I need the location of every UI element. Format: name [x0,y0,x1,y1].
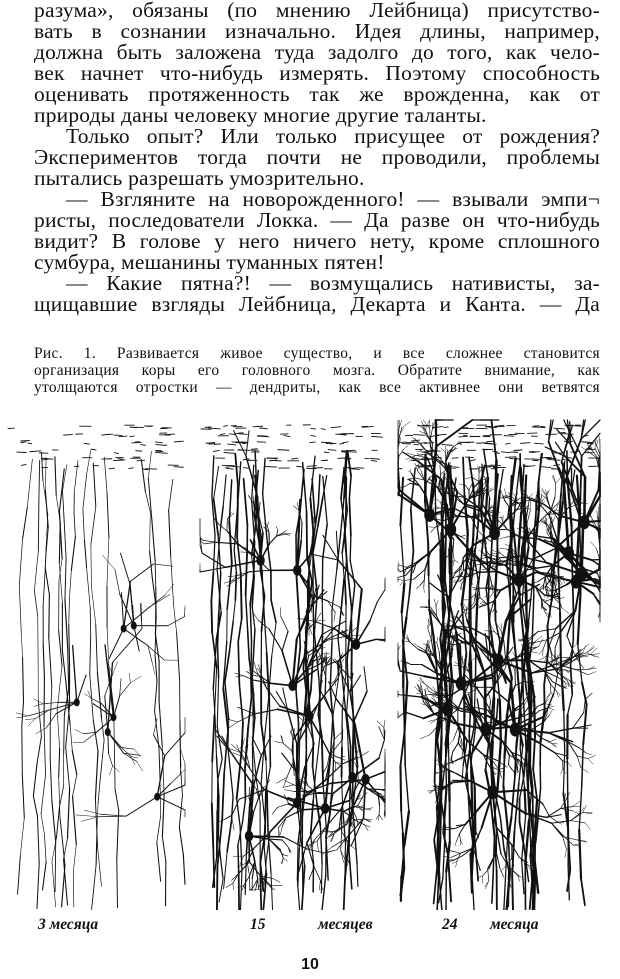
panel-label-24-word: месяца [490,916,539,933]
text-line: видит? В голове у него ничего нету, кроме сплошного [34,229,600,253]
neuron-illustration [0,410,620,910]
text-line: Экспериментов тогда почти не проводили, проблемы [34,145,600,169]
text-line: вать в сознании изначально. Идея длины, например, [34,19,600,43]
body-text [34,0,600,315]
figure-caption [34,345,600,396]
panel-label-15-word: месяцев [318,916,373,933]
panel-label-15-number: 15 [250,916,266,933]
text-line: разума», обязаны (по мнению Лейбница) присутство- [34,0,600,22]
caption-line: Рис. 1. Развивается живое существо, и все сложнее становится [34,345,600,362]
page-number: 10 [301,956,319,973]
text-line: должна быть заложена туда задолго до того, как чело- [34,40,600,64]
text-line: — Взгляните на новорожденного! — взывали эмпи¬ [66,187,600,211]
text-line: сумбура, мешанины туманных пятен! [34,250,385,274]
text-line: щищавшие взгляды Лейбница, Декарта и Канта. — Да [34,292,600,316]
neuron-panel-15-months [200,425,385,910]
neuron-panel-3-months [8,425,185,909]
neuron-panel-24-months [398,420,600,910]
caption-line: организация коры его головного мозга. Обратите внимание, как [34,362,600,379]
text-line: ристы, последователи Локка. — Да разве он что-нибудь [34,208,600,232]
caption-line: утолщаются отростки — дендриты, как все активнее они ветвятся [34,379,600,396]
text-line: Только опыт? Или только присущее от рождения? [66,124,600,148]
panel-label-24-number: 24 [442,916,458,933]
text-line: век начнет что-нибудь измерять. Поэтому способность [34,61,600,85]
text-line: оценивать протяженность так же врожденна, как от [34,82,600,106]
text-line: пытались разрешать умозрительно. [34,166,365,190]
text-line: — Какие пятна?! — возмущались нативисты, за- [66,271,600,295]
panel-label-3-months: 3 месяца [38,916,99,933]
text-line: природы даны человеку многие другие таланты. [34,103,487,127]
